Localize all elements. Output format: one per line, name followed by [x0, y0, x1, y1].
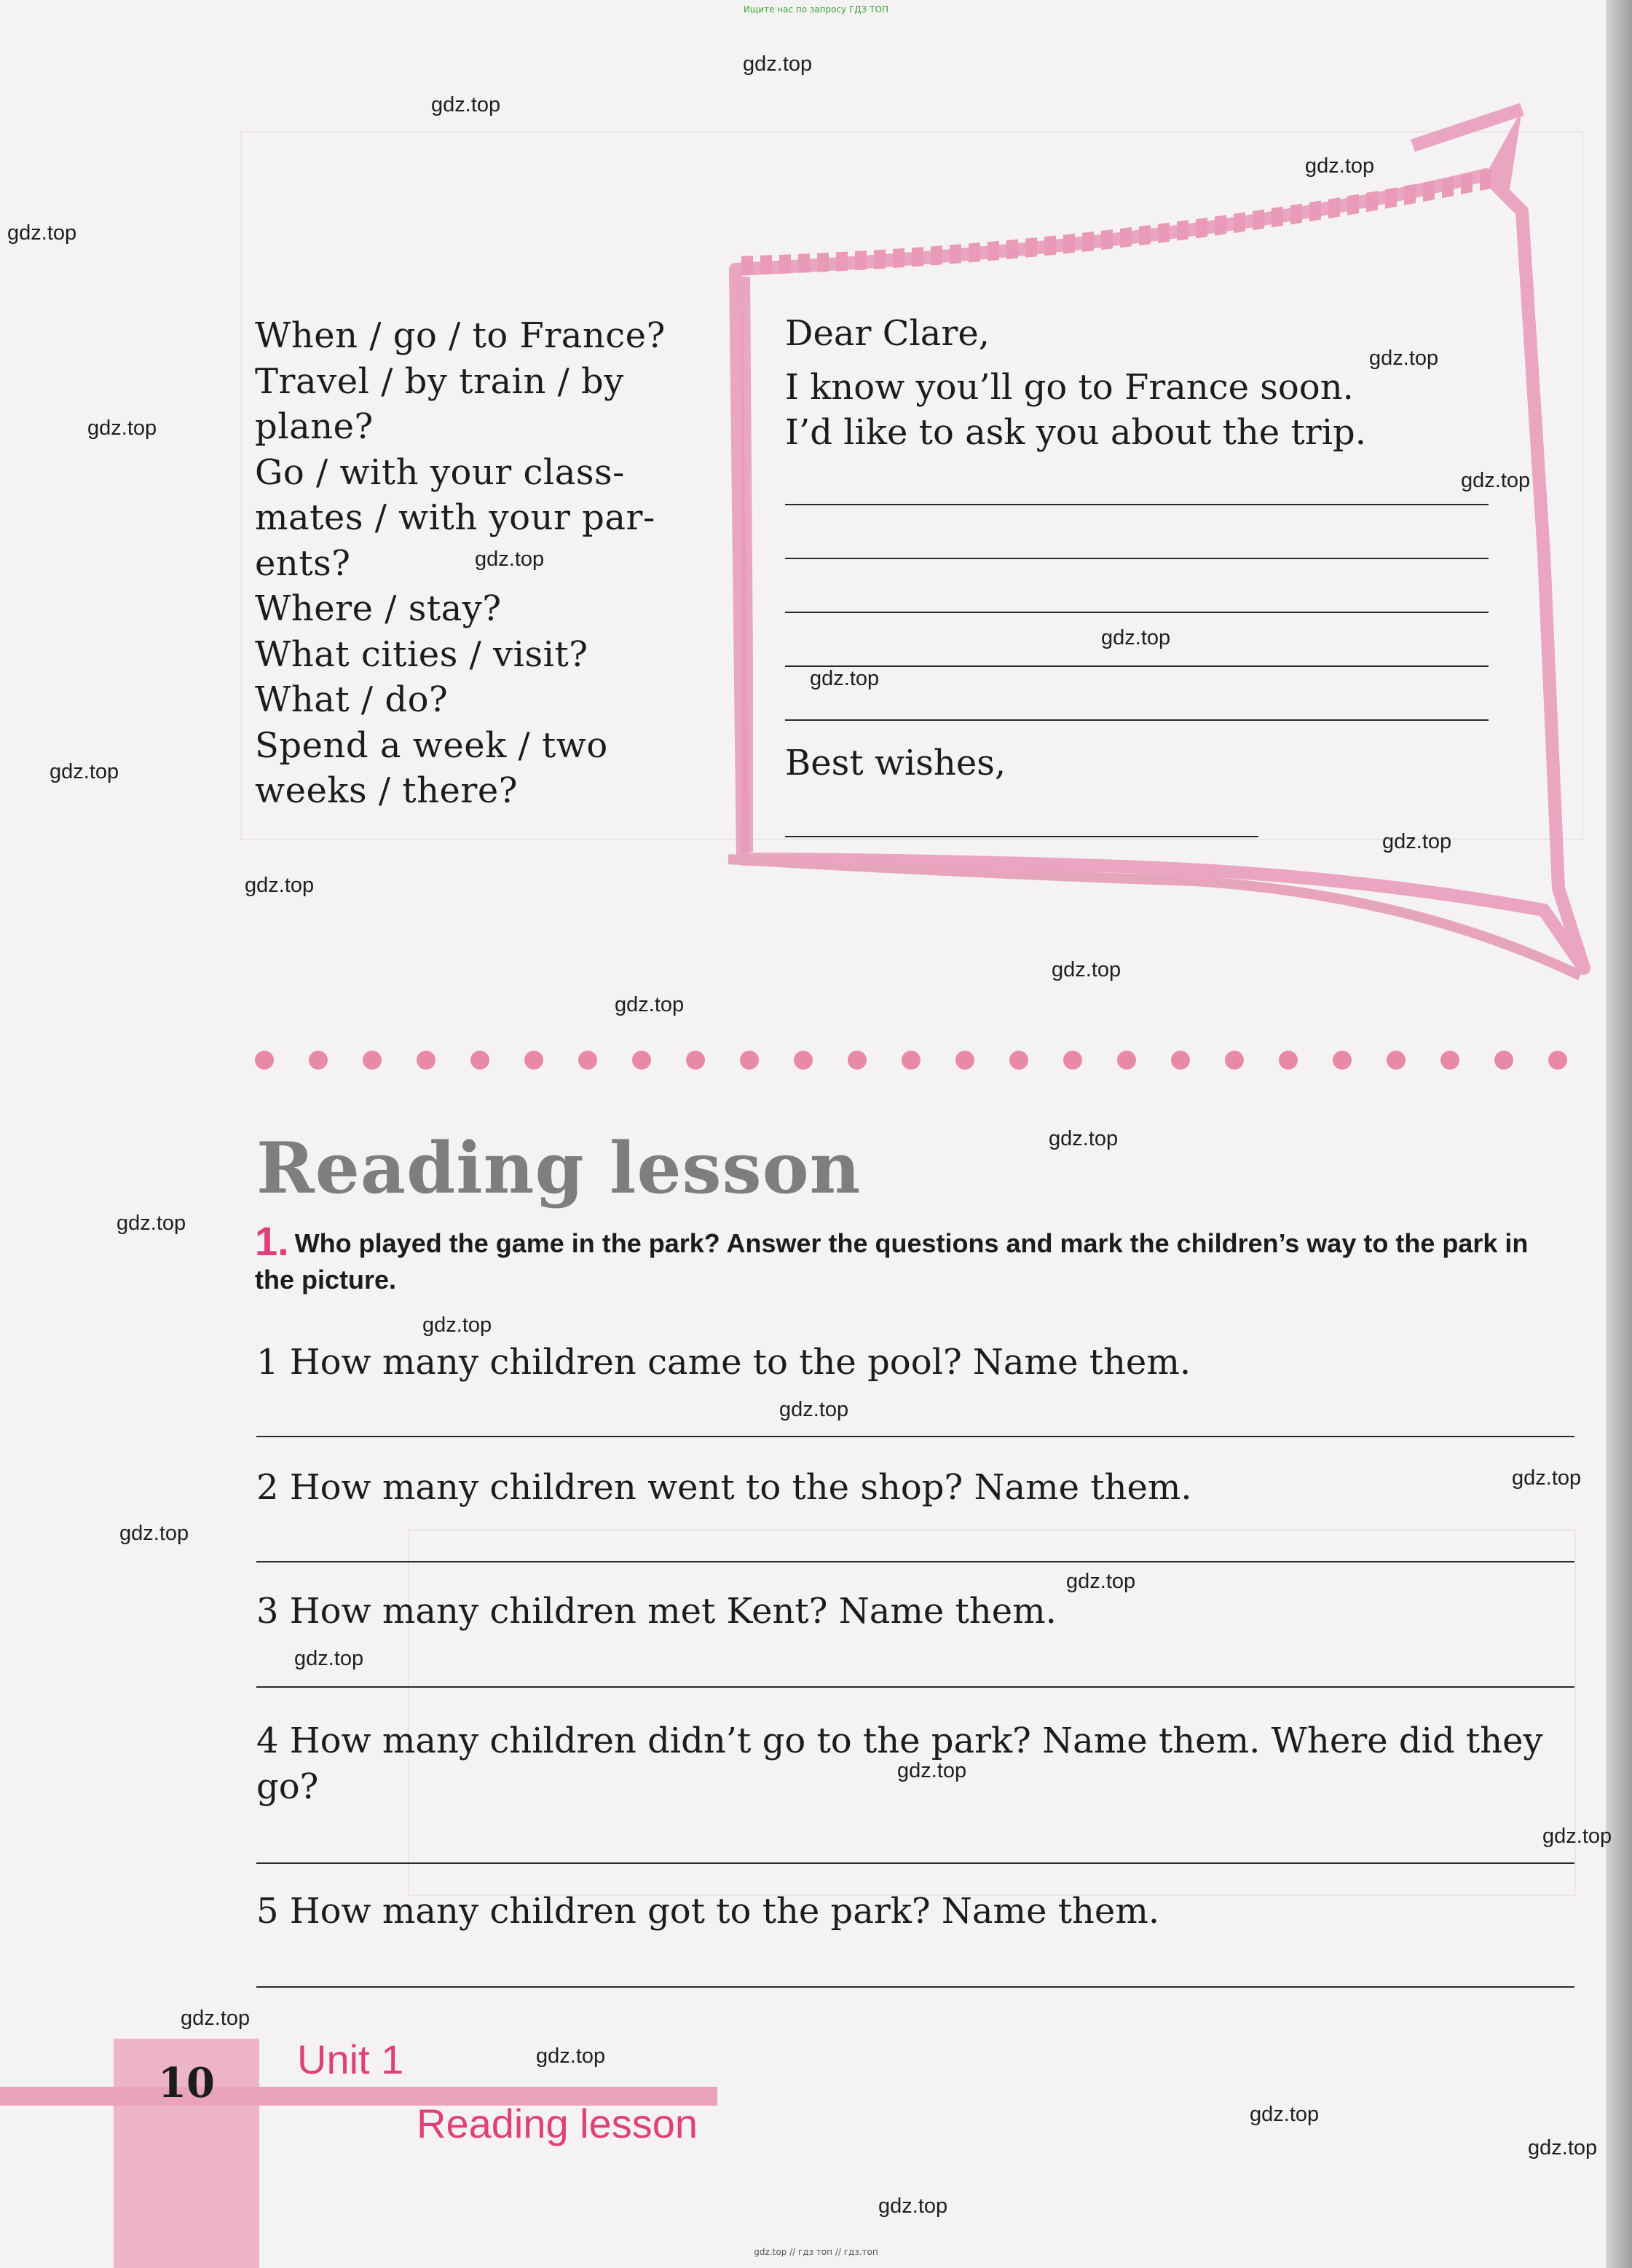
- watermark: gdz.top: [1052, 958, 1121, 981]
- bottom-banner: gdz.top // гдз топ // гдз.топ: [754, 2247, 878, 2257]
- prompt-line: What cities / visit?: [255, 633, 588, 675]
- divider-dot: [470, 1051, 489, 1070]
- watermark: gdz.top: [431, 93, 501, 116]
- postcard-frame: [685, 102, 1602, 997]
- watermark: gdz.top: [422, 1313, 492, 1337]
- lesson-label: Reading lesson: [417, 2101, 698, 2146]
- watermark: gdz.top: [117, 1212, 186, 1235]
- divider-dot: [955, 1051, 974, 1070]
- prompt-line: When / go / to France?: [255, 315, 666, 356]
- answer-line[interactable]: [256, 1436, 1574, 1437]
- top-banner: Ищите нас по запросу ГДЗ ТОП: [744, 4, 888, 15]
- prompt-line: weeks / there?: [255, 770, 518, 811]
- divider-dot: [1117, 1051, 1136, 1070]
- page-number: 10: [158, 2059, 215, 2107]
- divider-dot: [1225, 1051, 1244, 1070]
- divider-dot: [524, 1051, 543, 1070]
- prompt-line: ents?: [255, 542, 351, 584]
- divider-dot: [1548, 1051, 1567, 1070]
- divider-dot: [740, 1051, 759, 1070]
- watermark: gdz.top: [878, 2194, 948, 2218]
- unit-label: Unit 1: [297, 2036, 404, 2082]
- divider-dot: [1440, 1051, 1459, 1070]
- prompt-line: Go / with your class-: [255, 451, 625, 493]
- letter-closing: Best wishes,: [785, 743, 1006, 783]
- watermark: gdz.top: [1461, 469, 1531, 492]
- prompt-list: [255, 313, 692, 814]
- watermark: gdz.top: [245, 874, 315, 897]
- watermark: gdz.top: [1528, 2136, 1598, 2160]
- watermark: gdz.top: [50, 760, 119, 783]
- divider-dot: [848, 1051, 867, 1070]
- task-text: Who played the game in the park? Answer the questions and mark the children’s way to the park in the picture.: [255, 1228, 1529, 1295]
- divider-dot: [1279, 1051, 1298, 1070]
- answer-line[interactable]: [256, 1862, 1574, 1864]
- watermark: gdz.top: [119, 1522, 189, 1545]
- answer-line[interactable]: [256, 1686, 1574, 1688]
- watermark: gdz.top: [1512, 1466, 1582, 1490]
- prompt-line: mates / with your par-: [255, 497, 655, 538]
- divider-dot: [632, 1051, 651, 1070]
- prompt-line: Spend a week / two: [255, 724, 608, 766]
- watermark: gdz.top: [536, 2044, 606, 2068]
- watermark: gdz.top: [475, 548, 545, 571]
- question-5: 5 How many children got to the park? Name them.: [256, 1891, 1160, 1932]
- watermark: gdz.top: [1382, 830, 1452, 853]
- divider-dot: [309, 1051, 328, 1070]
- watermark: gdz.top: [294, 1647, 364, 1670]
- divider-dot: [1387, 1051, 1406, 1070]
- page-edge-shadow: [1606, 0, 1632, 2268]
- divider-dot: [686, 1051, 705, 1070]
- divider-dot: [1494, 1051, 1513, 1070]
- writing-line[interactable]: [785, 719, 1489, 721]
- watermark: gdz.top: [810, 667, 880, 690]
- writing-line[interactable]: [785, 665, 1489, 667]
- writing-line[interactable]: [785, 612, 1489, 613]
- divider-dot: [902, 1051, 921, 1070]
- divider-dot: [363, 1051, 382, 1070]
- watermark: gdz.top: [779, 1398, 849, 1421]
- watermark: gdz.top: [1066, 1570, 1136, 1593]
- divider-dot: [1333, 1051, 1352, 1070]
- prompt-line: What / do?: [255, 679, 449, 720]
- letter-line: I know you’ll go to France soon.: [785, 367, 1354, 408]
- watermark: gdz.top: [7, 221, 77, 245]
- task-instruction: [255, 1218, 1573, 1298]
- watermark: gdz.top: [897, 1759, 967, 1782]
- divider-dot: [1063, 1051, 1082, 1070]
- answer-line[interactable]: [256, 1561, 1574, 1562]
- watermark: gdz.top: [1101, 626, 1171, 649]
- task-number: 1.: [255, 1218, 289, 1264]
- writing-line[interactable]: [785, 504, 1489, 505]
- question-2: 2 How many children went to the shop? Name them.: [256, 1467, 1192, 1508]
- divider-dot: [1171, 1051, 1190, 1070]
- divider-dot: [417, 1051, 435, 1070]
- divider-dot: [1009, 1051, 1028, 1070]
- prompt-line: plane?: [255, 406, 374, 447]
- answer-line[interactable]: [256, 1986, 1574, 1988]
- question-3: 3 How many children met Kent? Name them.: [256, 1591, 1057, 1632]
- divider-dot: [578, 1051, 597, 1070]
- section-title: Reading lesson: [256, 1127, 862, 1209]
- watermark: gdz.top: [743, 52, 813, 76]
- letter-greeting: Dear Clare,: [785, 313, 990, 354]
- signature-line[interactable]: [785, 836, 1258, 837]
- watermark: gdz.top: [87, 416, 157, 440]
- watermark: gdz.top: [1305, 154, 1375, 178]
- show-through-box: [408, 1529, 1576, 1896]
- watermark: gdz.top: [1250, 2103, 1320, 2126]
- letter-line: I’d like to ask you about the trip.: [785, 412, 1367, 453]
- watermark: gdz.top: [615, 993, 685, 1016]
- question-1: 1 How many children came to the pool? Name them.: [256, 1342, 1191, 1383]
- question-4: 4 How many children didn’t go to the park? Name them. Where did they go?: [256, 1720, 1543, 1807]
- watermark: gdz.top: [1049, 1127, 1119, 1150]
- prompt-line: Travel / by train / by: [255, 360, 624, 402]
- divider-dot: [255, 1051, 274, 1070]
- prompt-line: Where / stay?: [255, 588, 502, 629]
- writing-line[interactable]: [785, 558, 1489, 559]
- watermark: gdz.top: [181, 2007, 251, 2030]
- divider-dot: [794, 1051, 813, 1070]
- watermark: gdz.top: [1542, 1825, 1612, 1848]
- watermark: gdz.top: [1369, 347, 1439, 370]
